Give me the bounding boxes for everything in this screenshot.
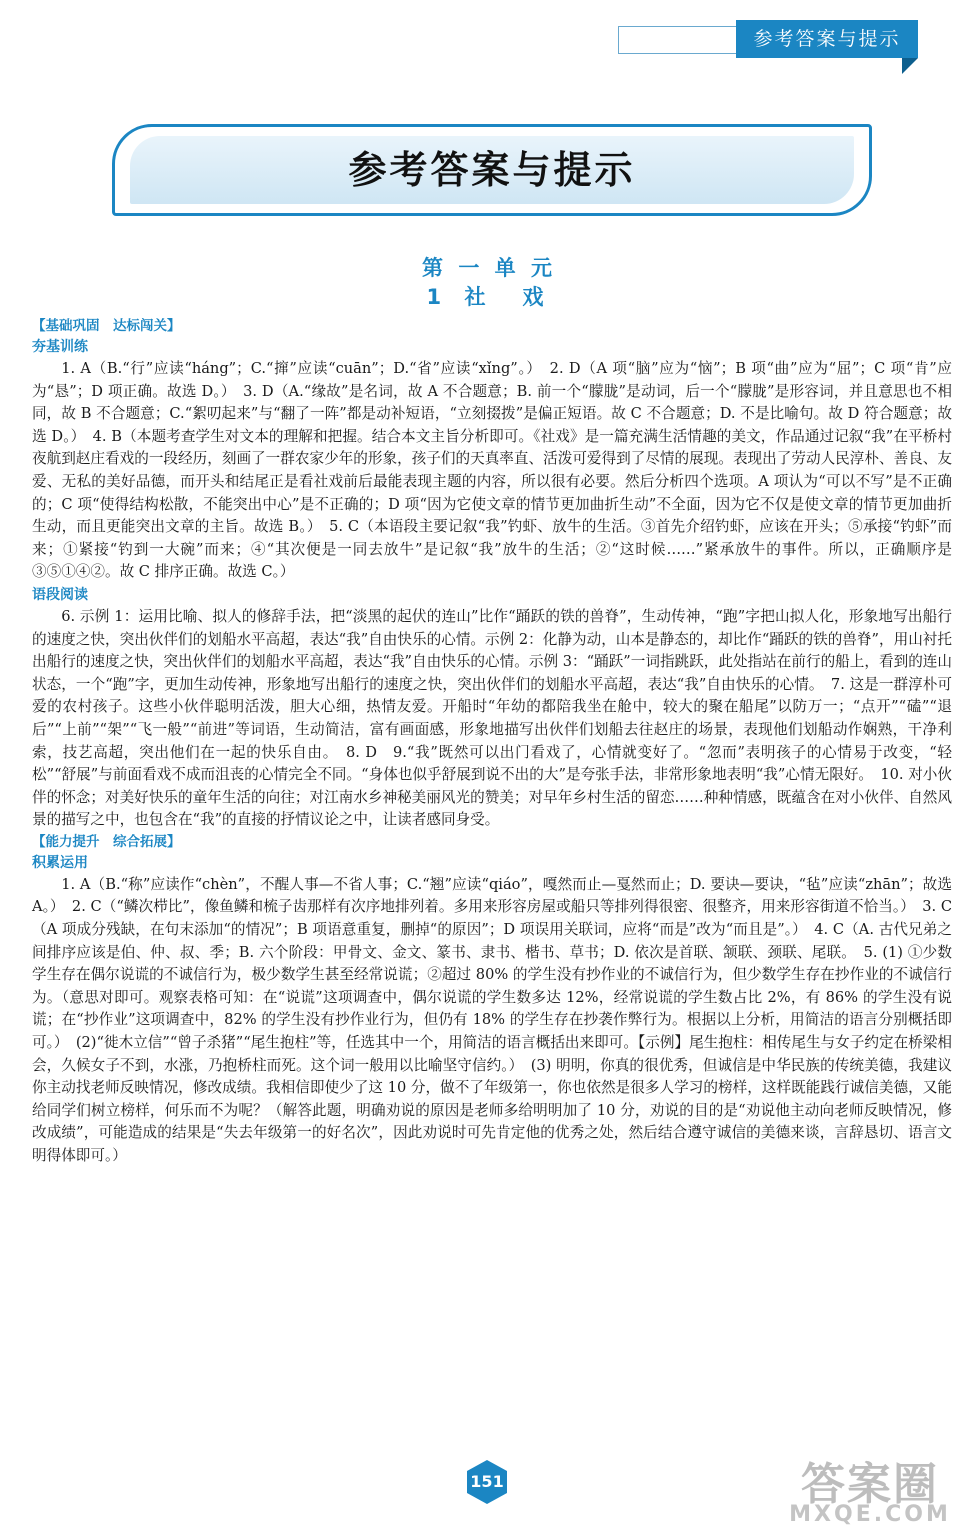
subsection-foundation: 夯基训练 [32, 339, 88, 355]
page-number-badge [463, 1458, 511, 1506]
lesson-heading: 1 社 戏 [426, 285, 552, 309]
answer-content [32, 316, 952, 1168]
unit-heading: 第 一 单 元 [422, 256, 556, 280]
title-banner [112, 124, 872, 216]
section-advanced: 【能力提升 综合拓展】 [32, 833, 181, 850]
page-title: 参考答案与提示 [348, 148, 636, 192]
watermark-url: MXQE.COM [789, 1502, 951, 1527]
page-number: 151 [470, 1472, 504, 1491]
answer-paragraph-accumulation: 1. A（B.“称”应读作“chèn”，不醒人事—不省人事；C.“翘”应读“qiáo”，嘎然而止—戛然而止；D. 要诀—要诀，“毡”应读“zhān”；故选 A。） 2. C（“鳞次栉比”，像鱼鳞和梳子齿那样有次序地排列着。多用来形容房屋或船只等排列得很密、很整齐，用来形容街道不恰当。） 3. C（A 项成分残缺，在句末添加“的情况”；B 项语意重复，删掉“的原因”；D 项误用关联词，应将“而是”改为“而且是”。） 4. C（A. 古代兄弟之间排序应该是伯、仲、叔、季；B. 六个阶段：甲骨文、金文、篆书、隶书、楷书、草书；D. 依次是首联、颔联、颈联、尾联。 5. (1) ①少数学生存在偶尔说谎的不诚信行为，极少数学生甚至经常说谎；②超过 80% 的学生没有抄作业的不诚信行为，但少数学生存在抄作业的不诚信行为。（意思对即可。观察表格可知：在“说谎”这项调查中，偶尔说谎的学生数多达 12%，经常说谎的学生数占比 2%，有 86% 的学生没有说谎；在“抄作业”这项调查中，82% 的学生没有抄作业行为，但仍有 18% 的学生存在抄袭作弊行为。根据以上分析，用简洁的语言分别概括即可。） (2)“徙木立信”“曾子杀猪”“尾生抱柱”等，任选其中一个，用简洁的语言概括出来即可。【示例】尾生抱柱：相传尾生与女子约定在桥梁相会，久候女子不到，水涨，乃抱桥柱而死。这个词一般用以比喻坚守信约。） (3) 明明，你真的很优秀，但诚信是中华民族的传统美德，我建议你主动找老师反映情况，修改成绩。我相信即使少了这 10 分，做不了年级第一，你也依然是很多人学习的榜样，这样既能践行诚信美德，又能给同学们树立榜样，何乐而不为呢？（解答此题，明确劝说的原因是老师多给明明加了 10 分，劝说的目的是“劝说他主动向老师反映情况，修改成绩”，可能造成的结果是“失去年级第一的好名次”，因此劝说时可先肯定他的优秀之处，然后结合遵守诚信的美德来谈，言辞恳切、语言文明得体即可。） [32, 875, 952, 1164]
header-tab-label: 参考答案与提示 [736, 20, 918, 58]
subsection-accumulation: 积累运用 [32, 854, 88, 871]
watermark [770, 1448, 970, 1528]
header-tab [618, 20, 918, 58]
header-tab-blank [618, 26, 739, 54]
subsection-reading: 语段阅读 [32, 586, 88, 603]
header-tab-fold [902, 58, 918, 74]
section-basic: 【基础巩固 达标闯关】 [32, 318, 181, 334]
answer-paragraph-reading: 6. 示例 1：运用比喻、拟人的修辞手法，把“淡黑的起伏的连山”比作“踊跃的铁的兽脊”，生动传神，“跑”字把山拟人化，形象地写出船行的速度之快，突出伙伴们的划船水平高超，表达“我”自由快乐的心情。示例 2：化静为动，山本是静态的，却比作“踊跃的铁的兽脊”，用山衬托出船行的速度之快，突出伙伴们的划船水平高超，表达“我”自由快乐的心情。示例 3：“踊跃”一词指跳跃，此处指站在前行的船上，看到的连山状态，一个“跑”字，更加生动传神，形象地写出船行的速度之快，突出伙伴们的划船水平高超，表达“我”自由快乐的心情。 7. 这是一群淳朴可爱的农村孩子。这些小伙伴聪明活泼，胆大心细，热情友爱。开船时“年幼的都陪我坐在舱中，较大的聚在船尾”以防万一；“点开”“磕”“退后”“上前”“架”“飞一般”“前进”等词语，生动简洁，富有画面感，形象地描写出伙伴们划船去往赵庄的场景，表现他们划船动作娴熟，干净利索，技艺高超，突出他们在一起的快乐自由。 8. D 9.“我”既然可以出门看戏了，心情就变好了。“忽而”表明孩子的心情易于改变，“轻松”“舒展”与前面看戏不成而沮丧的心情完全不同。“身体也似乎舒展到说不出的大”是夸张手法，非常形象地表明“我”心情无限好。 10. 对小伙伴的怀念；对美好快乐的童年生活的向往；对江南水乡神秘美丽风光的赞美；对早年乡村生活的留恋……种种情感，既蕴含在对小伙伴、自然风景的描写之中，也包含在“我”的直接的抒情议论之中，让读者感同身受。 [32, 607, 952, 829]
answer-paragraph-foundation: 1. A（B.“行”应读“háng”；C.“撺”应读“cuān”；D.“省”应读“xǐng”。） 2. D（A 项“脑”应为“恼”；B 项“曲”应为“屈”；C 项“肯”应为“恳”；D 项正确。故选 D。） 3. D（A.“缘故”是名词，故 A 不合题意；B. 前一个“朦胧”是动词，后一个“朦胧”是形容词，并且意思也不相同，故 B 不合题意；C.“絮叨起来”与“翻了一阵”都是动补短语，“立刻掇拨”是偏正短语。故 C 不合题意；D. 不是比喻句。故 D 符合题意；故选 D。） 4. B（本题考查学生对文本的理解和把握。结合本文主旨分析即可。《社戏》是一篇充满生活情趣的美文，作品通过记叙“我”在平桥村夜航到赵庄看戏的一段经历，刻画了一群农家少年的形象，孩子们的天真率直、活泼可爱得到了尽情的展现。表现出了劳动人民淳朴、善良、友爱、无私的美好品德，而开头和结尾正是看社戏前后最能表现主题的内容，所以很有必要。然后分析四个选项。A 项认为“可以不写”是不正确的；C 项“使得结构松散，不能突出中心”是不正确的；D 项“因为它使文章的情节更加曲折生动”不全面，因为它不仅是使文章的情节更加曲折生动，而且更能突出文章的主旨。故选 B。） 5. C（本语段主要记叙“我”钓虾、放牛的生活。③首先介绍钓虾，应该在开头；⑤承接“钓虾”而来；①紧接“钓到一大碗”而来；④“其次便是一同去放牛”是记叙“我”放牛的生活；②“这时候……”紧承放牛的事件。所以，正确顺序是③⑤①④②。故 C 排序正确。故选 C。） [32, 360, 952, 581]
watermark-text: 答案圈 [801, 1459, 939, 1510]
